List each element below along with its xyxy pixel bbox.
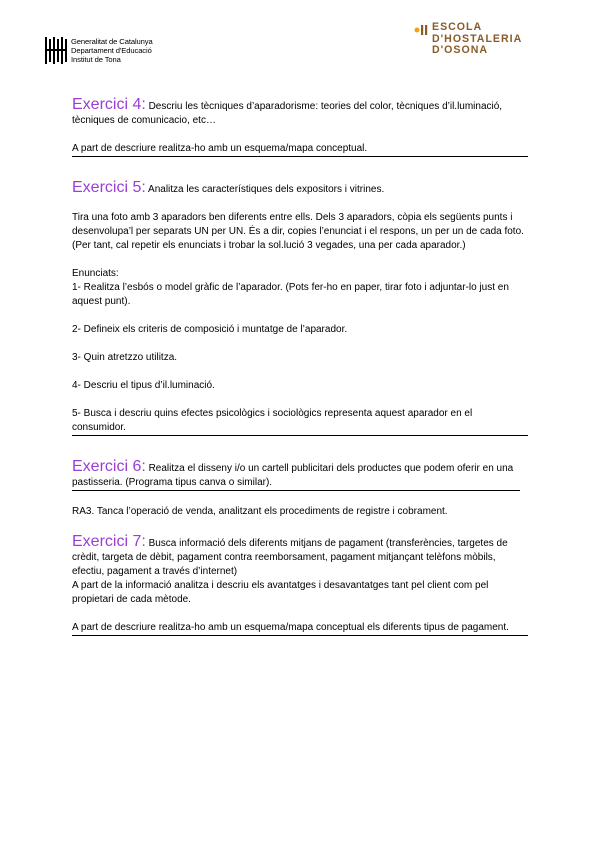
school-logo-icon (414, 24, 430, 36)
school-line: D'HOSTALERIA (432, 32, 523, 45)
enunciat-item: 3- Quin atretzzo utilitza. (72, 352, 178, 363)
exercise-6-desc: Realitza el disseny i/o un cartell publicitari dels productes que podem oferir en una pastisseria. (Programa tipus canva o similar). (72, 463, 514, 488)
gen-line: Institut de Tona (71, 55, 121, 64)
exercise-4-p1: A part de descriure realitza-ho amb un esquema/mapa conceptual. (72, 143, 368, 154)
exercise-6-heading (72, 458, 528, 490)
exercise-7-title: Exercici 7: (72, 533, 146, 550)
exercise-5-desc: Analitza les característiques dels expositors i vitrines. (148, 184, 385, 195)
exercise-7-desc: Busca informació dels diferents mitjans de pagament (transferències, targetes de crèdit, targeta de dèbit, pagament contra reemborsament, pagament mitjançant telèfons mòbils, efectiu, pagament a través d’internet) (72, 538, 508, 577)
exercise-4-title: Exercici 4: (72, 96, 146, 113)
enunciat-item: 4- Descriu el tipus d’il.luminació. (72, 380, 215, 391)
exercise-5-intro: Tira una foto amb 3 aparadors ben diferents entre ells. Dels 3 aparadors, còpia els següents punts i desenvolupa’l per separats UN per UN. És a dir, copies l’enunciat i el respons, un per un de cada foto. (Per tant, cal repetir els enunciats i trobar la sol.lució 3 vegades, una per cada aparador.) (72, 212, 524, 251)
gen-line: Generalitat de Catalunya (71, 37, 153, 46)
school-line: ESCOLA (432, 21, 483, 33)
document-body (72, 96, 528, 636)
gen-line: Departament d'Educació (71, 46, 152, 55)
school-line: D'OSONA (432, 44, 489, 56)
separator (72, 635, 528, 636)
exercise-5-title: Exercici 5: (72, 179, 146, 196)
exercise-7-p2: A part de descriure realitza-ho amb un esquema/mapa conceptual els diferents tipus de pagament. (72, 622, 509, 633)
exercise-4-desc: Descriu les tècniques d’aparadorisme: teories del color, tècniques d’il.luminació, tècniques de comunicacio, etc… (72, 101, 503, 126)
exercise-7-heading (72, 533, 528, 579)
enunciats-label: Enunciats: (72, 268, 119, 279)
exercise-5-heading (72, 179, 528, 197)
enunciat-item: 2- Defineix els criteris de composició i muntatge de l’aparador. (72, 324, 348, 335)
generalitat-text (71, 37, 153, 64)
exercise-4-heading (72, 96, 528, 128)
school-name (432, 22, 522, 57)
enunciat-item: 5- Busca i descriu quins efectes psicològics i sociològics representa aquest aparador en el consumidor. (72, 408, 473, 433)
generalitat-logo-icon (45, 37, 67, 64)
exercise-7-p1: A part de la informació analitza i descriu els avantatges i desavantatges tant pel client com pel propietari de cada mètode. (72, 580, 489, 605)
exercise-6-title: Exercici 6: (72, 458, 146, 475)
ra3-text: RA3. Tanca l’operació de venda, analitzant els procediments de registre i cobrament. (72, 506, 448, 517)
enunciat-item: 1- Realitza l’esbós o model gràfic de l’aparador. (Pots fer-ho en paper, tirar foto i adjuntar-lo just en aquest punt). (72, 282, 509, 307)
